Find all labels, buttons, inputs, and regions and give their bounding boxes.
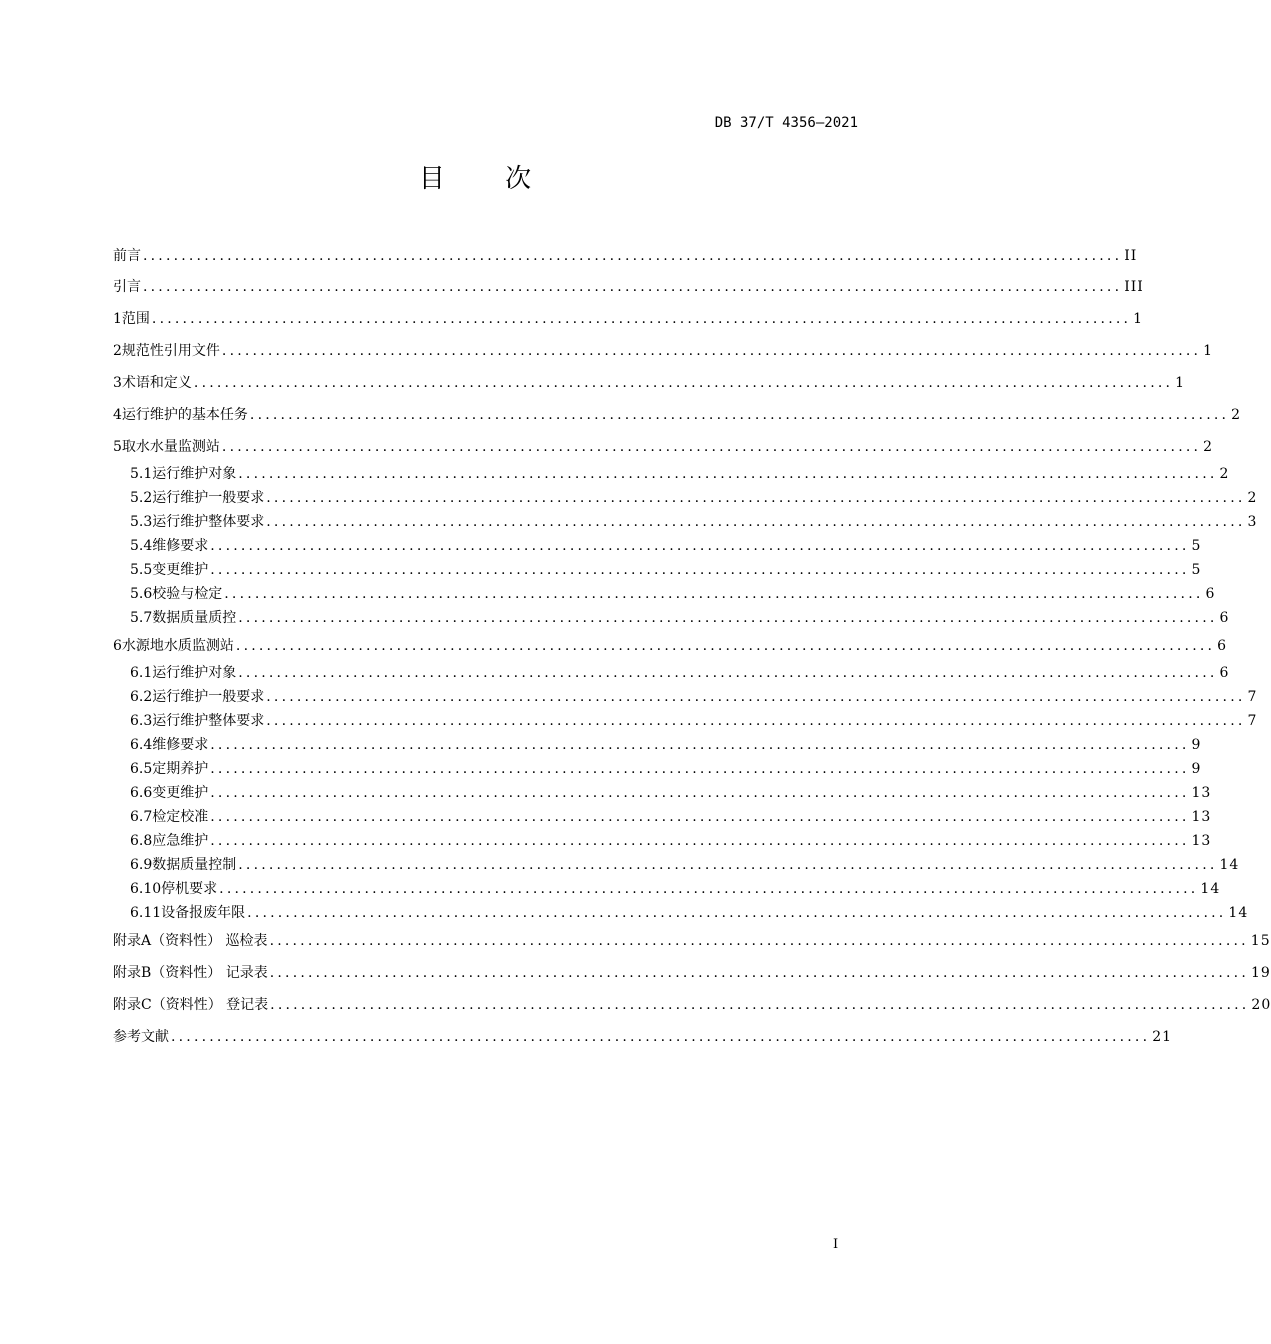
toc-label: 运行维护一般要求 <box>152 490 265 506</box>
toc-entry[interactable] <box>113 245 1138 267</box>
toc-number: 5 <box>113 439 122 455</box>
toc-leader: ................................................................................................................................ <box>221 439 1202 455</box>
toc-page: 1 <box>1133 311 1144 327</box>
toc-label: 运行维护整体要求 <box>152 713 265 729</box>
toc-entry[interactable] <box>113 1026 1173 1048</box>
toc-label: 停机要求 <box>161 881 218 897</box>
toc-entry[interactable] <box>113 635 1228 657</box>
toc-leader: ................................................................................................................................ <box>210 785 1190 801</box>
toc-leader: ................................................................................................................................ <box>210 833 1190 849</box>
toc-entry[interactable] <box>113 372 1186 394</box>
toc-label: 数据质量质控 <box>152 610 237 626</box>
toc-page: 3 <box>1247 514 1258 530</box>
toc-leader: ................................................................................................................................ <box>238 857 1218 873</box>
toc-page: 13 <box>1191 833 1212 849</box>
toc-leader: ................................................................................................................................ <box>171 1029 1151 1045</box>
toc-leader: ................................................................................................................................ <box>266 689 1246 705</box>
toc-leader: ................................................................................................................................ <box>210 538 1190 554</box>
toc-page: 2 <box>1231 407 1242 423</box>
toc-number: 6.4 <box>130 737 153 753</box>
toc-entry[interactable] <box>130 806 1212 828</box>
toc-page: 5 <box>1191 538 1202 554</box>
toc-entry[interactable] <box>130 734 1202 756</box>
toc-entry[interactable] <box>113 436 1214 458</box>
toc-page: 2 <box>1203 439 1214 455</box>
toc-page: 15 <box>1250 933 1271 949</box>
toc-page: 2 <box>1247 490 1258 506</box>
toc-leader: ................................................................................................................................ <box>210 737 1190 753</box>
toc-leader: ................................................................................................................................ <box>238 610 1218 626</box>
toc-entry[interactable] <box>113 340 1214 362</box>
toc-entry[interactable] <box>130 902 1249 924</box>
toc-entry[interactable] <box>130 662 1230 684</box>
toc-leader: ................................................................................................................................ <box>266 490 1246 506</box>
toc-number: 6.7 <box>130 809 153 825</box>
toc-number: 6.9 <box>130 857 153 873</box>
toc-number: 5.2 <box>130 490 153 506</box>
toc-page: 6 <box>1205 586 1216 602</box>
toc-leader: ................................................................................................................................ <box>238 466 1218 482</box>
toc-page: II <box>1124 248 1138 264</box>
toc-leader: ................................................................................................................................ <box>151 311 1132 327</box>
toc-entry[interactable] <box>130 559 1202 581</box>
toc-label: 运行维护的基本任务 <box>121 407 248 423</box>
toc-entry[interactable] <box>130 710 1258 732</box>
toc-entry[interactable] <box>130 686 1258 708</box>
toc-leader: ................................................................................................................................ <box>221 343 1202 359</box>
toc-page: 6 <box>1217 638 1228 654</box>
toc-page: 21 <box>1152 1029 1173 1045</box>
toc-number: 5.4 <box>130 538 153 554</box>
toc-entry[interactable] <box>130 830 1212 852</box>
toc-entry[interactable] <box>130 535 1202 557</box>
toc-number: 6.2 <box>130 689 153 705</box>
toc-label: 运行维护一般要求 <box>152 689 265 705</box>
toc-entry[interactable] <box>113 276 1144 298</box>
toc-label: 变更维护 <box>152 785 209 801</box>
toc-number: 6.5 <box>130 761 153 777</box>
toc-entry[interactable] <box>130 463 1230 485</box>
toc-entry[interactable] <box>130 782 1212 804</box>
toc-number: 6 <box>113 638 122 654</box>
toc-page: 14 <box>1219 857 1240 873</box>
toc-leader: ................................................................................................................................ <box>249 407 1230 423</box>
toc-page: 9 <box>1191 761 1202 777</box>
toc-page: 5 <box>1191 562 1202 578</box>
toc-number: 6.11 <box>130 905 162 921</box>
toc-label: 设备报废年限 <box>161 905 246 921</box>
toc-entry[interactable] <box>130 607 1230 629</box>
toc-leader: ................................................................................................................................ <box>193 375 1174 391</box>
toc-number: 5.3 <box>130 514 153 530</box>
toc-entry[interactable] <box>113 404 1242 426</box>
footer-page-number: I <box>833 1237 839 1252</box>
toc-page: 20 <box>1251 997 1271 1013</box>
toc-number: 5.7 <box>130 610 153 626</box>
toc-leader: ................................................................................................................................ <box>269 933 1249 949</box>
toc-number: 5.1 <box>130 466 153 482</box>
toc-number: 6.3 <box>130 713 153 729</box>
toc-page: 6 <box>1219 665 1230 681</box>
toc-number: 6.10 <box>130 881 162 897</box>
toc-page: 6 <box>1219 610 1230 626</box>
toc-label: 水源地水质监测站 <box>121 638 234 654</box>
toc-label: 维修要求 <box>152 538 209 554</box>
toc-leader: ................................................................................................................................ <box>210 761 1190 777</box>
toc-label: 附录B（资料性） 记录表 <box>113 965 268 981</box>
toc-page: 9 <box>1191 737 1202 753</box>
toc-page: 2 <box>1219 466 1230 482</box>
toc-entry[interactable] <box>130 583 1216 605</box>
toc-leader: ................................................................................................................................ <box>143 248 1123 264</box>
toc-leader: ................................................................................................................................ <box>219 881 1199 897</box>
toc-number: 4 <box>113 407 122 423</box>
toc-entry[interactable] <box>130 487 1258 509</box>
toc-label: 附录A（资料性） 巡检表 <box>113 933 268 949</box>
toc-leader: ................................................................................................................................ <box>270 997 1250 1013</box>
toc-entry[interactable] <box>130 878 1221 900</box>
toc-page: 1 <box>1203 343 1214 359</box>
toc-label: 校验与检定 <box>152 586 223 602</box>
toc-page: 13 <box>1191 809 1212 825</box>
toc-entry[interactable] <box>130 854 1240 876</box>
toc-number: 2 <box>113 343 122 359</box>
toc-entry[interactable] <box>113 994 1271 1016</box>
toc-page: III <box>1124 279 1144 295</box>
toc-page: 13 <box>1191 785 1212 801</box>
standard-code: DB 37/T 4356—2021 <box>714 115 858 131</box>
toc-label: 运行维护对象 <box>152 466 237 482</box>
toc-number: 6.8 <box>130 833 153 849</box>
toc-leader: ................................................................................................................................ <box>235 638 1216 654</box>
toc-leader: ................................................................................................................................ <box>210 562 1190 578</box>
toc-number: 5.6 <box>130 586 153 602</box>
toc-entry[interactable] <box>130 511 1258 533</box>
toc-label: 数据质量控制 <box>152 857 237 873</box>
toc-page: 14 <box>1200 881 1221 897</box>
toc-label: 规范性引用文件 <box>121 343 220 359</box>
toc-leader: ................................................................................................................................ <box>266 514 1246 530</box>
toc-label: 术语和定义 <box>121 375 192 391</box>
toc-label: 范围 <box>121 311 150 327</box>
toc-label: 运行维护整体要求 <box>152 514 265 530</box>
toc-label: 运行维护对象 <box>152 665 237 681</box>
toc-entry[interactable] <box>113 308 1144 330</box>
toc-label: 维修要求 <box>152 737 209 753</box>
toc-entry[interactable] <box>113 930 1271 952</box>
toc-label: 参考文献 <box>113 1029 169 1045</box>
toc-number: 6.1 <box>130 665 153 681</box>
toc-leader: ................................................................................................................................ <box>266 713 1246 729</box>
toc-label: 定期养护 <box>152 761 209 777</box>
toc-leader: ................................................................................................................................ <box>143 279 1123 295</box>
toc-number: 5.5 <box>130 562 153 578</box>
toc-number: 1 <box>113 311 122 327</box>
toc-leader: ................................................................................................................................ <box>210 809 1190 825</box>
toc-page: 14 <box>1228 905 1249 921</box>
toc-number: 6.6 <box>130 785 153 801</box>
toc-page: 7 <box>1247 713 1258 729</box>
toc-page: 7 <box>1247 689 1258 705</box>
toc-label: 变更维护 <box>152 562 209 578</box>
toc-label: 检定校准 <box>152 809 209 825</box>
toc-label: 前言 <box>113 248 141 264</box>
toc-leader: ................................................................................................................................ <box>269 965 1249 981</box>
toc-label: 应急维护 <box>152 833 209 849</box>
toc-number: 3 <box>113 375 122 391</box>
page-title: 目 次 <box>418 164 558 194</box>
toc-entry[interactable] <box>130 758 1202 780</box>
toc-label: 取水水量监测站 <box>121 439 220 455</box>
toc-label: 附录C（资料性） 登记表 <box>113 997 269 1013</box>
toc-leader: ................................................................................................................................ <box>224 586 1204 602</box>
toc-label: 引言 <box>113 279 141 295</box>
toc-page: 1 <box>1175 375 1186 391</box>
toc-leader: ................................................................................................................................ <box>238 665 1218 681</box>
toc-entry[interactable] <box>113 962 1271 984</box>
toc-page: 19 <box>1250 965 1271 981</box>
toc-leader: ................................................................................................................................ <box>247 905 1227 921</box>
